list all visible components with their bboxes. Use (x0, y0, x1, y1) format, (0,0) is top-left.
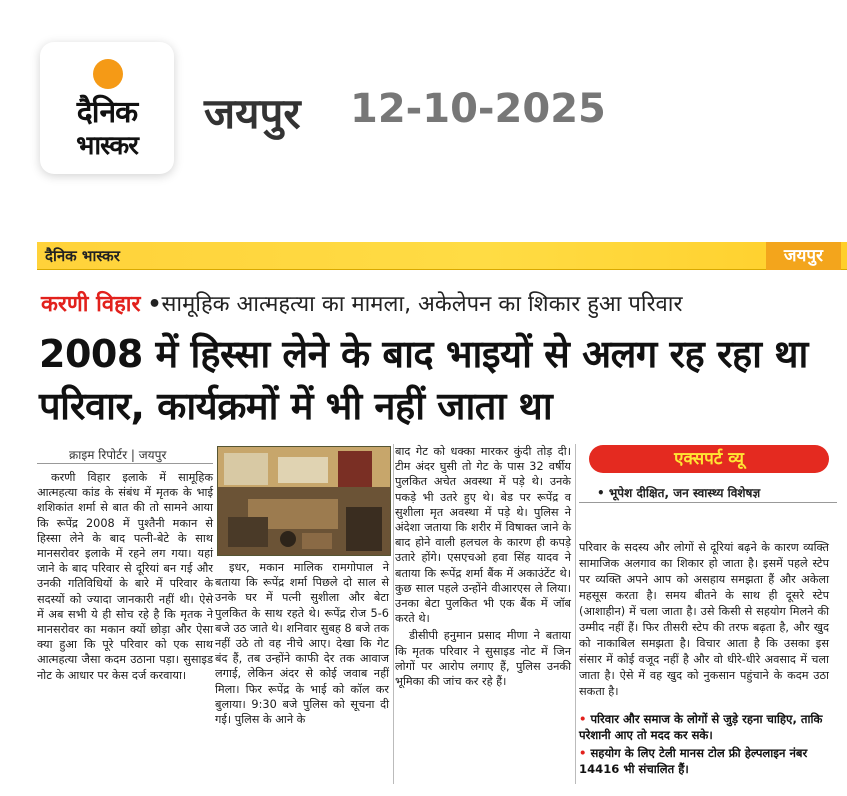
edition-strip (37, 242, 847, 270)
article-column-3 (395, 444, 571, 691)
article-column-2 (215, 560, 389, 729)
article-column-1 (37, 470, 213, 685)
logo-text-line1: दैनिक (76, 95, 138, 130)
expert-body (579, 540, 829, 702)
strip-logo: दैनिक भास्कर (45, 247, 120, 265)
kicker-text: सामूहिक आत्महत्या का मामला, अकेलेपन का शिकार हुआ परिवार (161, 292, 683, 317)
newspaper-clipping (37, 240, 847, 796)
expert-tip-2-text: सहयोग के लिए टेली मानस टोल फ्री हेल्पलाइन नंबर 14416 भी संचालित हैं। (579, 746, 808, 776)
expert-tip-1: • परिवार और समाज के लोगों से जुड़े रहना चाहिए, ताकि परेशानी आए तो मदद कर सके। (579, 712, 823, 742)
column-2-text: इधर, मकान मालिक रामगोपाल ने बताया कि रूपेंद्र शर्मा पिछले दो साल से उनके घर में पत्नी सुशीला और बेटा पुलकित के साथ रहते थे। रूपेंद्र रोज 5-6 बजे उठ जाते थे। शनिवार सुबह 8 बजे तक नहीं उठे तो वह नीचे आए। देखा कि गेट बंद हैं, तब उन्होंने काफी देर तक आवाज लगाई, लेकिन अंदर से कोई जवाब नहीं मिला। फिर रूपेंद्र के भाई को कॉल कर बुलाया। 9:30 बजे पुलिस को सूचना दी गई। पुलिस के आने के (215, 561, 389, 727)
expert-view-badge (589, 445, 829, 473)
expert-tip-1-text: परिवार और समाज के लोगों से जुड़े रहना चाहिए, ताकि परेशानी आए तो मदद कर सके। (579, 712, 823, 742)
expert-body-text: परिवार के सदस्य और लोगों से दूरियां बढ़ने के कारण व्यक्ति सामाजिक अलगाव का शिकार हो जाता है। इसमें पहले स्टेप पर व्यक्ति अपने आप को असहाय समझता हैं और अकेला महसूस करता है। समय बीतने के साथ ही दूसरे स्टेप (आशाहीन) में चला जाता है। उसे किसी से सहयोग मिलने की उम्मीद नहीं हैं। फिर तीसरी स्टेप की तरफ बढ़ता है, और खुद को नाकाबिल समझता है। विचार आता है कि उसका इस संसार में कोई वजूद नहीं है और वो धीरे-धीरे अवसाद में चला जाता है। ऐसे में वह खुद को नुकसान पहुंचाने के कदम उठा सकता है। (579, 541, 829, 698)
room-photo-illustration (218, 447, 391, 556)
header-date: 12-10-2025 (350, 86, 606, 132)
header-city: जयपुर (204, 89, 301, 138)
strip-city-tab: जयपुर (766, 242, 841, 270)
logo-sun-icon (93, 59, 123, 89)
column-1-text: करणी विहार इलाके में सामूहिक आत्महत्या कांड के संबंध में मृतक के भाई शशिकांत शर्मा से बात की तो सामने आया कि रूपेंद्र 2008 में पुश्तैनी मकान से हिस्सा लेने के बाद पत्नी-बेटे के साथ मानसरोवर इलाके में रहने लग गया। यहां जाने के बाद परिवार से दूरियां बन गई और उनकी गतिविधियों के बारे में परिवार के सदस्यों को ज्यादा जानकारी नहीं थी। ऐसे में अब सभी ये ही सोच रहे है कि मृतक ने मानसरोवर का मकान क्यों छोड़ा और ऐसा क्या हुआ कि पूरे परिवार को एक साथ आत्महत्या जैसा कदम उठाना पड़ा। सुसाइड नोट के आधार पर केस दर्ज करवाया। (37, 471, 213, 682)
expert-byline: • भूपेश दीक्षित, जन स्वास्थ्य विशेषज्ञ (597, 486, 761, 500)
expert-tips (579, 712, 834, 780)
article-kicker (41, 288, 683, 318)
column-divider (393, 444, 394, 784)
kicker-place: करणी विहार (41, 292, 141, 317)
expert-tip-2: • सहयोग के लिए टेली मानस टोल फ्री हेल्पलाइन नंबर 14416 भी संचालित हैं। (579, 746, 808, 776)
column-divider (575, 444, 576, 784)
logo-text-line2: भास्कर (76, 131, 138, 161)
dainik-bhaskar-logo (40, 42, 174, 174)
byline-divider (37, 463, 213, 464)
article-photo (217, 446, 391, 556)
column-3-text-a: बाद गेट को धक्का मारकर कुंदी तोड़ दी। टीम अंदर घुसी तो गेट के पास 32 वर्षीय पुलकित अचेत अवस्था में पड़े थे। उनके पकड़े भी उतरे हुए थे। बेड पर रूपेंद्र व सुशीला मृत अवस्था में पड़े थे। पुलिस ने अंदेशा जताया कि शरीर में विषाक्त जाने के बाद होने वाली हलचल के कारण ही कपड़े उतारे होंगे। एसएचओ हवा सिंह यादव ने बताया कि रूपेंद्र शर्मा बैंक में अकाउंटेंट थे। कुछ साल पहले उन्होंने वीआरएस ले लिया। उनका बेटा पुलकित भी एक बैंक में जॉब करते थे। (395, 445, 571, 626)
kicker-bullet: • (147, 292, 162, 317)
expert-view-label: एक्सपर्ट व्यू (674, 449, 744, 469)
column-3-text-b: डीसीपी हनुमान प्रसाद मीणा ने बताया कि मृतक परिवार ने सुसाइड नोट में जिन लोगों पर आरोप लगाए हैं, पुलिस उनकी भूमिका की जांच कर रहे हैं। (395, 629, 571, 689)
article-byline: क्राइम रिपोर्टर | जयपुर (69, 448, 167, 462)
expert-divider (579, 502, 837, 503)
article-headline: 2008 में हिस्सा लेने के बाद भाइयों से अलग रह रहा था परिवार, कार्यक्रमों में भी नहीं जाता था (39, 332, 808, 428)
